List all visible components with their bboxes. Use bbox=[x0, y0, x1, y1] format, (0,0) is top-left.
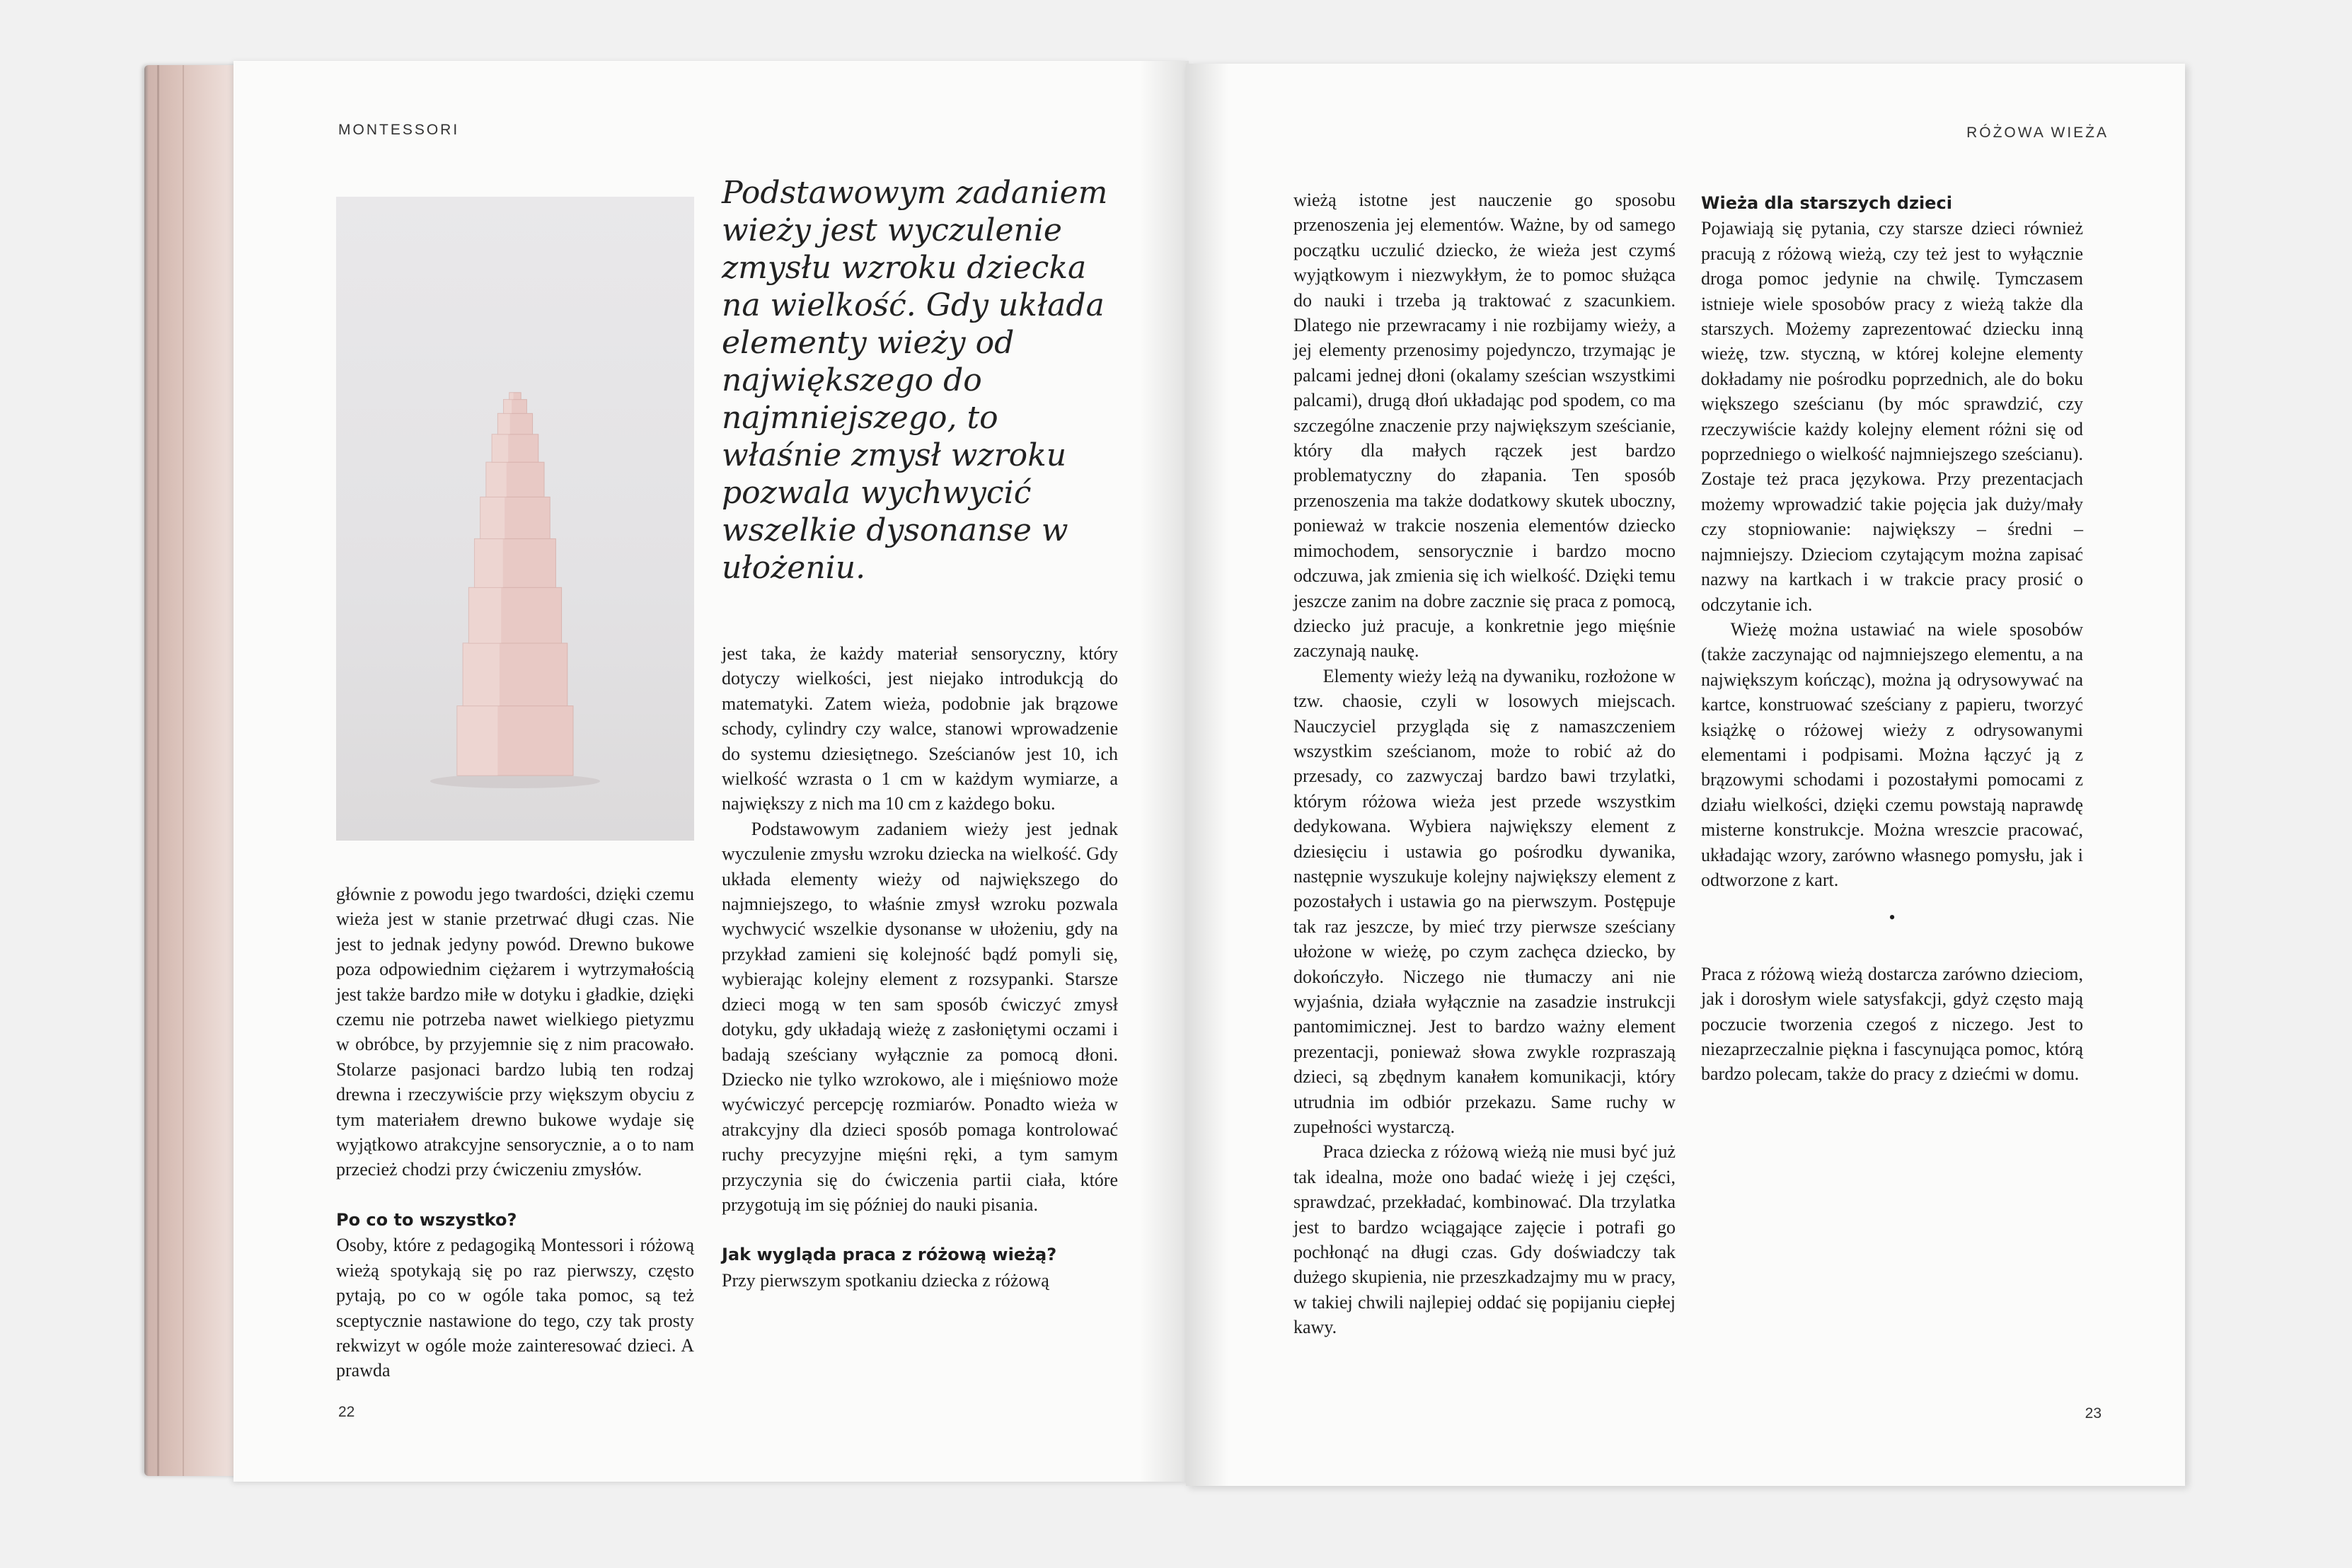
running-head-right: RÓŻOWA WIEŻA bbox=[1966, 125, 2109, 141]
right-column-2 bbox=[1701, 191, 2083, 1087]
pink-tower-image bbox=[336, 197, 694, 841]
section-heading: Wieża dla starszych dzieci bbox=[1701, 193, 1952, 213]
right-page bbox=[1186, 64, 2185, 1486]
paragraph: Osoby, które z pedagogiką Montessori i różową wieżą spotykają się po raz pierwszy, często pytają, po co w ogóle taka pomoc, są też sceptycznie nastawione do tego, czy tak prosty rekwizyt w ogóle może zainteresować dzieci. A prawda bbox=[336, 1235, 694, 1381]
pull-quote: Podstawowym zadaniem wieży jest wyczulenie zmysłu wzroku dziecka na wielkość. Gdy układa elementy wieży od największego do najmniejszego, to właśnie zmysł wzroku pozwala wychwycić wszelkie dysonanse w ułożeniu. bbox=[722, 175, 1108, 586]
gutter-shadow bbox=[1139, 61, 1189, 1482]
tower-cube-highlight bbox=[509, 393, 514, 400]
paragraph: wieżą istotne jest nauczenie go sposobu przenoszenia jej elementów. Ważne, by od samego początku uczulić dziecko, że wieża jest czymś wyjątkowym i niezwykłym, że to pomoc służąca do nauki i trzeba ją traktować z szacunkiem. Dlatego nie przewracamy i nie rozbijamy wieży, a jej elementy przenosimy pojedynczo, trzymając je palcami jednej dłoni (okalamy sześcian wszystkimi palcami), drugą dłoń układając pod spodem, co ma szczególne znaczenie przy największym sześcianie, który dla małych rączek jest bardzo problematyczny do złapania. Ten sposób przenoszenia ma także dodatkowy skutek uboczny, ponieważ w trakcie noszenia elementów dziecko mimochodem, sensorycznie i bardzo mocno odczuwa, jak zmienia się ich wielkość. Dzięki temu jeszcze zanim na dobre zacznie się praca z pomocą, dziecko już pracuje, a konkretnie jego mięśnie zaczynają naukę. bbox=[1293, 190, 1676, 662]
gutter-shadow bbox=[1186, 64, 1228, 1486]
tower-cube-highlight bbox=[486, 462, 507, 497]
tower-cube-highlight bbox=[492, 434, 508, 462]
paragraph: Pojawiają się pytania, czy starsze dzieci również pracują z różową wieżą, czy też jest to wyłącznie droga pomoc jedynie na chwilę. Tymczasem istnieje wiele sposobów pracy z wieżą także dla starszych. Możemy zaprezentować dziecku inną wieżę, tzw. styczną, w której kolejne elementy dokładamy nie pośrodku poprzednich, ale do boku większego sześcianu (by móc sprawdzić, czy rzeczywiście każdy kolejny element różni się od poprzedniego o wielkość najmniejszego sześcianu). Zostaje też praca językowa. Przy prezentacjach możemy wprowadzić takie pojęcia jak duży/mały czy stopniowanie: największy – średni – najmniejszy. Dzieciom czytającym można zapisać nazwy na kartkach i w trakcie pracy prosić o odczytanie ich. bbox=[1701, 218, 2083, 615]
paragraph: jest taka, że każdy materiał sensoryczny, który dotyczy wielkości, jest niejako introdukcją do matematyki. Zatem wieża, podobnie jak brązowe schody, cylindry czy walce, stanowi wprowadzenie do systemu dziesiętnego. Sześcianów jest 10, ich wielkość wzrasta o 1 cm w każdym wymiarze, a największy z nich ma 10 cm z każdego boku. bbox=[722, 643, 1118, 814]
left-page bbox=[234, 61, 1189, 1482]
right-column-1 bbox=[1293, 188, 1676, 1340]
tower-cube-highlight bbox=[497, 413, 509, 434]
section-heading: Jak wygląda praca z różową wieżą? bbox=[722, 1245, 1057, 1265]
paragraph: Wieżę można ustawiać na wiele sposobów (także zaczynając od najmniejszego elementu, a na największym kończąc), można ją odrysowywać na kartce, konstruować sześciany z papieru, tworzyć książkę o różowej wieży z odrysowanymi elementami i podpisami. Można łączyć ją z brązowymi schodami i pozostałymi pomocami z działu wielkości, dzięki czemu powstają naprawdę misterne konstrukcje. Można wreszcie pracować, układając wzory, zarówno własnego pomysłu, jak i odtworzone z kart. bbox=[1701, 618, 2083, 890]
paragraph: Przy pierwszym spotkaniu dziecka z różową bbox=[722, 1269, 1049, 1291]
paragraph: Podstawowym zadaniem wieży jest jednak wyczulenie zmysłu wzroku dziecka na wielkość. Gdy układa elementy wieży od największego do najmniejszego, to właśnie zmysł wzroku pozwala wychwycić wszelkie dysonanse w ułożeniu, gdy na przykład zamieni się kolejność bądź pomyli się, wybierając kolejny element z rozsypanki. Starsze dzieci mogą w ten sam sposób ćwiczyć zmysł dotyku, gdy układają wieżę z zasłoniętymi oczami i badają sześciany wyłącznie za pomocą dłoni. Dziecko nie tylko wzrokowo, ale i mięśniowo może wyćwiczyć percepcję rozmiarów. Ponadto wieża w atrakcyjny dla dzieci sposób pomaga kontrolować ruchy precyzyjne mięśni ręki, a tym samym przyczynia się do ćwiczenia partii ciała, które przygotują im się później do nauki pisania. bbox=[722, 818, 1118, 1215]
paragraph: głównie z powodu jego twardości, dzięki czemu wieża jest w stanie przetrwać długi czas. Nie jest to jednak jedyny powód. Drewno bukowe poza odpowiednim ciężarem i wytrzymałością jest także bardzo miłe w dotyku i gładkie, dzięki czemu nie potrzeba nawet wielkiego pietyzmu w obróbce, by przyjemnie się z nim pracowało. Stolarze pasjonaci bardzo lubią ten rodzaj drewna i rzeczywiście przy większym obyciu z tym materiałem drewno bukowe wydaje się wyjątkowo atrakcyjne sensorycznie, a o to nam przecież chodzi przy ćwiczeniu zmysłów. bbox=[336, 884, 694, 1180]
paragraph: Praca z różową wieżą dostarcza zarówno dzieciom, jak i dorosłym wiele satysfakcji, gdyż często mają poczucie tworzenia czegoś z niczego. Jest to niezaprzeczalnie piękna i fascynująca pomoc, którą bardzo polecam, także do pracy z dziećmi w domu. bbox=[1701, 963, 2083, 1085]
left-column-1 bbox=[336, 882, 694, 1383]
pink-tower-photo bbox=[336, 197, 694, 841]
tower-cube-highlight bbox=[463, 643, 500, 706]
page-number-right: 23 bbox=[2085, 1405, 2102, 1422]
section-heading: Po co to wszystko? bbox=[336, 1209, 517, 1230]
tower-cube-highlight bbox=[480, 497, 505, 538]
tower-cube-highlight bbox=[475, 538, 503, 587]
left-column-2 bbox=[722, 641, 1118, 1293]
tower-cube-highlight bbox=[468, 587, 501, 643]
tower-cube-highlight bbox=[457, 706, 497, 776]
paragraph: Praca dziecka z różową wieżą nie musi być już tak idealna, może ono badać wieżę i jej części, sprawdzać, przekładać, kombinować. Dla trzylatka jest to bardzo wciągające zajęcie i potrafi go pochłonąć na długi czas. Gdy doświadczy tak dużego skupienia, nie przeszkadzajmy mu w pracy, w takiej chwili najlepiej oddać się popijaniu ciepłej kawy. bbox=[1293, 1141, 1676, 1338]
page-number-left: 22 bbox=[338, 1404, 355, 1420]
section-separator: • bbox=[1889, 907, 1896, 928]
book-page-edges bbox=[144, 65, 243, 1476]
running-head-left: MONTESSORI bbox=[338, 122, 460, 138]
tower-cube-highlight bbox=[504, 400, 512, 414]
paragraph: Elementy wieży leżą na dywaniku, rozłożone w tzw. chaosie, czyli w losowych miejscach. Nauczyciel przygląda się z namaszczeniem wszystkim sześcianom, może to robić aż do przesady, co zazwyczaj bardzo bawi trzylatki, którym różowa wieża jest przede wszystkim dedykowana. Wybiera największy element z dziesięciu i ustawia go pośrodku dywanika, następnie wyszukuje kolejny największy element z pozostałych i ustawia go na pierwszym. Postępuje tak raz jeszcze, by mieć trzy pierwsze sześciany ułożone w wieżę, po czym zachęca dziecko, by dokończyło. Niczego nie tłumaczy ani nie wyjaśnia, działa wyłącznie na zasadzie instrukcji pantomimicznej. Jest to bardzo ważny element prezentacji, ponieważ słowa zwykle rozpraszają dzieci, są zbędnym kanałem komunikacji, który utrudnia im odbiór przekazu. Same ruchy w zupełności wystarczą. bbox=[1293, 665, 1676, 1138]
tower-shadow bbox=[430, 774, 600, 788]
